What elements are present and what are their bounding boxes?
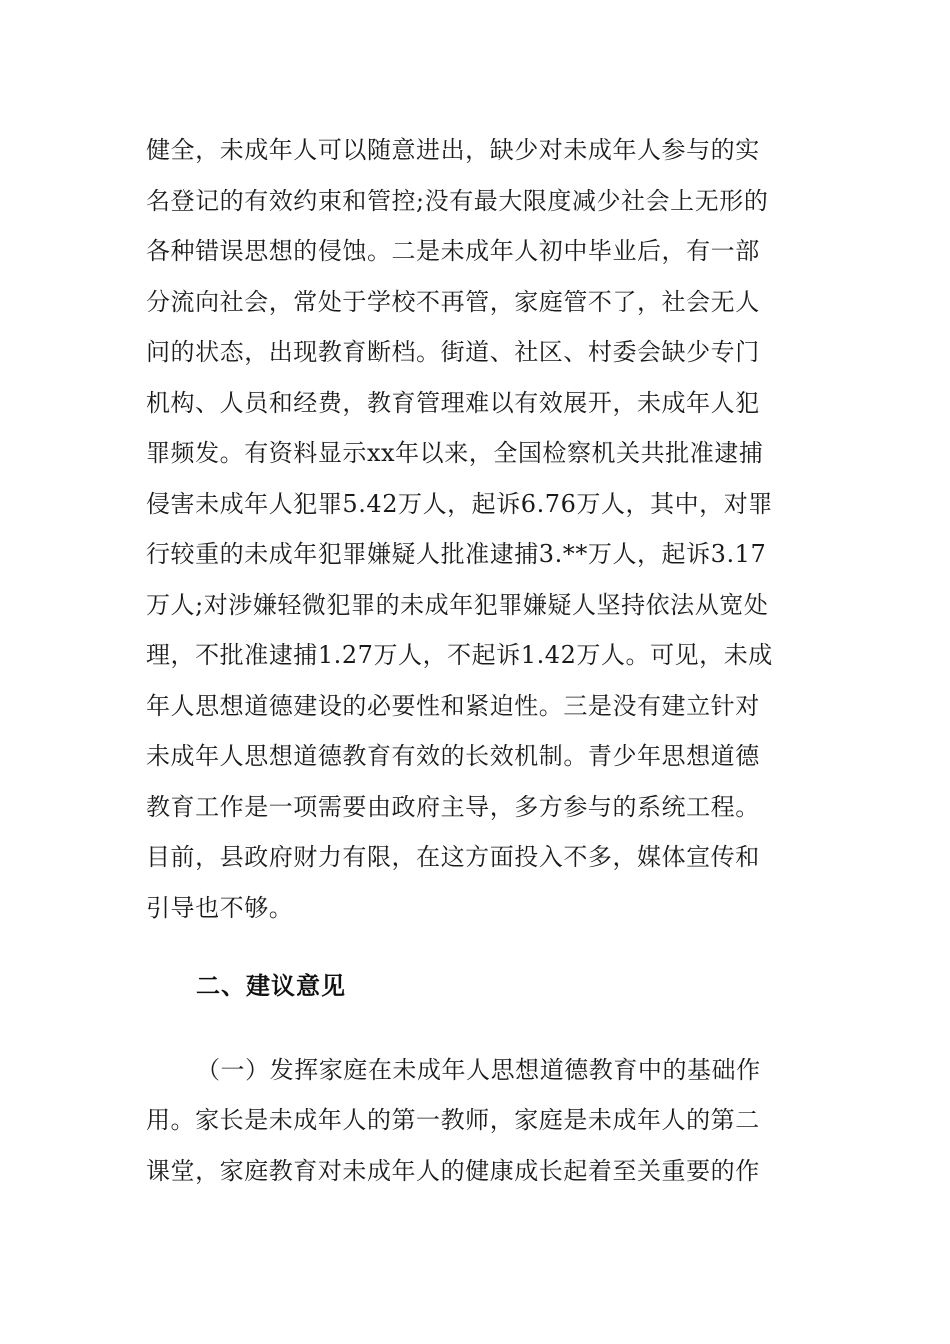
text-line: 罪频发。有资料显示xx年以来，全国检察机关共批准逮捕 xyxy=(146,439,764,467)
text-line: 教育工作是一项需要由政府主导，多方参与的系统工程。 xyxy=(146,793,760,821)
text-line: 行较重的未成年犯罪嫌疑人批准逮捕3.**万人，起诉3.17 xyxy=(146,540,767,568)
text-line: 分流向社会，常处于学校不再管，家庭管不了，社会无人 xyxy=(146,288,760,316)
text-line: 机构、人员和经费，教育管理难以有效展开，未成年人犯 xyxy=(146,389,760,417)
text-line: 目前，县政府财力有限，在这方面投入不多，媒体宣传和 xyxy=(146,843,760,871)
text-line: 用。家长是未成年人的第一教师，家庭是未成年人的第二 xyxy=(146,1106,760,1134)
text-line: （一）发挥家庭在未成年人思想道德教育中的基础作 xyxy=(196,1056,761,1084)
text-line: 年人思想道德建设的必要性和紧迫性。三是没有建立针对 xyxy=(146,692,760,720)
section-heading: 二、建议意见 xyxy=(196,972,346,1000)
text-line: 理，不批准逮捕1.27万人，不起诉1.42万人。可见，未成 xyxy=(146,641,773,669)
text-line: 各种错误思想的侵蚀。二是未成年人初中毕业后，有一部 xyxy=(146,237,760,265)
text-line: 侵害未成年人犯罪5.42万人，起诉6.76万人，其中，对罪 xyxy=(146,490,773,518)
text-line: 未成年人思想道德教育有效的长效机制。青少年思想道德 xyxy=(146,742,760,770)
text-line: 引导也不够。 xyxy=(146,894,294,922)
text-line: 万人;对涉嫌轻微犯罪的未成年犯罪嫌疑人坚持依法从宽处 xyxy=(146,591,769,619)
text-line: 课堂，家庭教育对未成年人的健康成长起着至关重要的作 xyxy=(146,1157,760,1185)
text-line: 问的状态，出现教育断档。街道、社区、村委会缺少专门 xyxy=(146,338,760,366)
text-line: 名登记的有效约束和管控;没有最大限度减少社会上无形的 xyxy=(146,187,769,215)
text-line: 健全，未成年人可以随意进出，缺少对未成年人参与的实 xyxy=(146,136,760,164)
